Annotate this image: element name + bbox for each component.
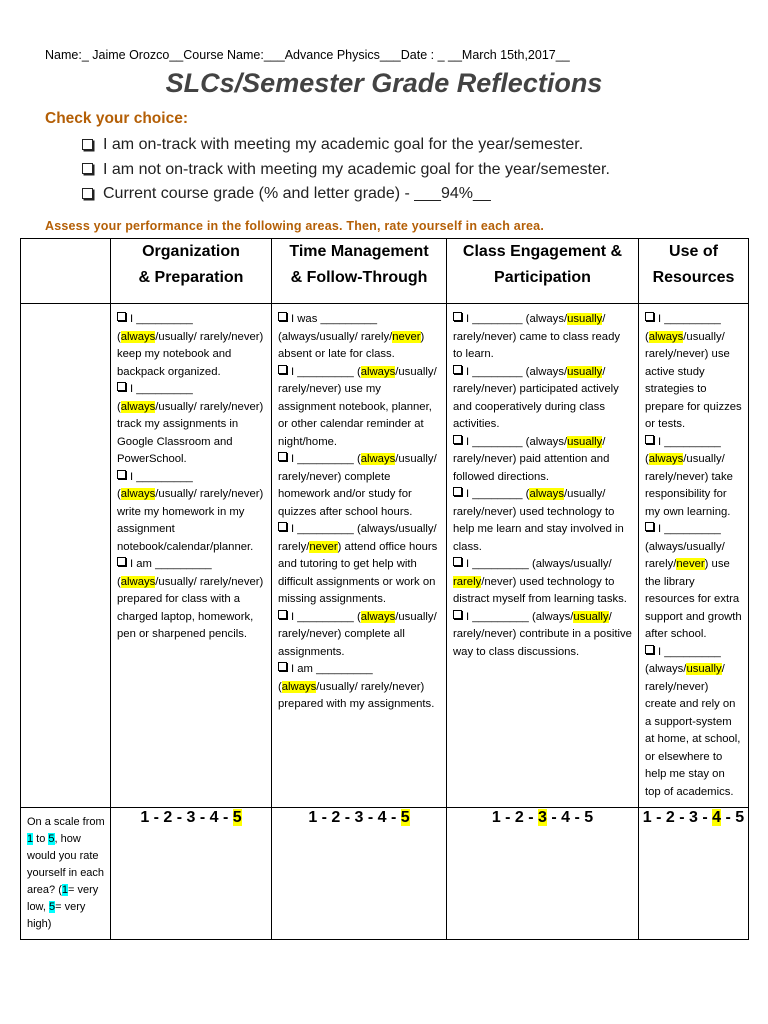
selected-option-highlight: always: [281, 680, 317, 693]
column-header-use-of-resources: [639, 239, 749, 304]
checkbox-icon[interactable]: [82, 163, 93, 174]
header-line: & Follow-Through: [290, 269, 428, 286]
rating-text: 1 - 2 -: [491, 809, 539, 826]
statement-item: [453, 609, 632, 662]
scale-text: On a scale from: [27, 816, 105, 828]
statement-text: /usually/ rarely/never) prepared with my assignments.: [278, 680, 435, 710]
statement-text: I _________ (: [117, 383, 193, 413]
statement-text: /usually/ rarely/never) complete all assignments.: [278, 610, 437, 658]
statement-text: I _________ (always/: [645, 645, 721, 675]
statement-item: [117, 381, 265, 469]
statement-text: I _________ (: [291, 453, 361, 465]
selected-option-highlight: always: [360, 365, 396, 378]
rating-use-of-resources[interactable]: [639, 808, 749, 940]
selected-rating: 5: [232, 809, 242, 826]
selected-option-highlight: never: [309, 540, 338, 553]
scale-text: = very low,: [27, 884, 99, 913]
statements-row: [21, 304, 749, 808]
checkbox-icon[interactable]: [82, 139, 93, 150]
rating-time-management[interactable]: [272, 808, 447, 940]
statement-item: [278, 661, 440, 714]
statement-text: I _________ (always/usually/ rarely/: [278, 523, 437, 553]
course-label: Course Name:: [183, 48, 264, 62]
selected-option-highlight: always: [120, 400, 156, 413]
name-value: _ Jaime Orozco__: [81, 48, 184, 62]
selected-option-highlight: rarely: [453, 575, 482, 588]
selected-option-highlight: usually: [567, 313, 603, 325]
statement-text: / rarely/never) contribute in a positive way to class discussions.: [453, 610, 632, 658]
statement-item: [453, 486, 632, 556]
selected-option-highlight: never: [392, 330, 421, 343]
statement-text: I _________ (always/usually/: [466, 558, 612, 570]
checkbox-icon[interactable]: [645, 645, 654, 654]
selected-option-highlight: usually: [567, 365, 603, 378]
checkbox-icon[interactable]: [278, 662, 287, 671]
statement-text: I _________ (always/usually/ rarely/: [645, 523, 725, 570]
statement-text: /usually/ rarely/never) write my homework in my assignment notebook/calendar/planner.: [117, 488, 264, 553]
statement-text: I ________ (always/: [466, 365, 568, 378]
checkbox-icon[interactable]: [117, 312, 126, 321]
statement-text: I _________ (: [291, 610, 361, 623]
selected-option-highlight: always: [360, 453, 396, 465]
statement-item: [278, 311, 440, 364]
header-line: Class Engagement &: [462, 243, 623, 260]
header-line: Organization: [142, 243, 240, 260]
statement-text: I _________ (: [117, 313, 193, 343]
statement-text: I was _________ (always/usually/ rarely/: [278, 313, 393, 343]
rating-text: 1 - 2 - 3 - 4 -: [308, 809, 401, 826]
statement-text: / rarely/never) came to class ready to learn.: [453, 313, 621, 360]
rating-text: 1 - 2 - 3 - 4 -: [140, 809, 233, 826]
rating-scale-label: [21, 808, 111, 940]
statement-text: I am _________ (: [278, 663, 373, 693]
checkbox-icon[interactable]: [453, 365, 462, 374]
statement-item: [645, 644, 742, 802]
selected-option-highlight: always: [120, 488, 156, 500]
checkbox-icon[interactable]: [453, 487, 462, 496]
choice-list: [82, 133, 610, 207]
statement-item: [278, 521, 440, 609]
course-value: ___Advance Physics___: [263, 48, 401, 62]
statement-text: /usually/ rarely/never) complete homework and/or study for quizzes after school hours.: [278, 453, 437, 518]
selected-option-highlight: always: [648, 330, 684, 343]
statement-text: I _________ (: [291, 365, 361, 378]
statements-cell: [111, 304, 272, 808]
selected-rating: 5: [400, 809, 410, 826]
statement-item: [117, 311, 265, 381]
check-heading: Check your choice:: [45, 110, 188, 127]
rating-text: 1 - 2 - 3 -: [642, 809, 713, 826]
statement-text: /usually/ rarely/never) used technology to help me learn and stay involved in class.: [453, 488, 624, 553]
rating-organization[interactable]: [111, 808, 272, 940]
choice-label: I am on-track with meeting my academic goal for the year/semester.: [103, 136, 584, 153]
choice-not-on-track[interactable]: [82, 158, 610, 183]
checkbox-icon[interactable]: [453, 610, 462, 619]
column-header-time-management: [272, 239, 447, 304]
statement-text: /usually/ rarely/never) prepared for class with a charged laptop, homework, pen or sharpened pencils.: [117, 575, 264, 640]
statement-item: [278, 609, 440, 662]
student-info-line: [45, 48, 570, 62]
checkbox-icon[interactable]: [278, 452, 287, 461]
statements-cell: [447, 304, 639, 808]
header-line: Participation: [494, 269, 591, 286]
statement-text: I am _________ (: [117, 558, 212, 588]
statement-item: [278, 451, 440, 521]
rating-class-engagement[interactable]: [447, 808, 639, 940]
statement-item: [453, 311, 632, 364]
statement-text: I _________ (: [645, 435, 721, 465]
choice-label: Current course grade (% and letter grade) - ___94%__: [103, 185, 491, 202]
statement-text: / rarely/never) create and rely on a support-system at home, at school, or elsewhere to help me stay on top of academics.: [645, 663, 741, 798]
selected-option-highlight: always: [360, 610, 396, 623]
scale-number-highlight: 1: [27, 833, 34, 845]
checkbox-icon[interactable]: [645, 522, 654, 531]
statement-text: ) use the library resources for extra support and growth after school.: [645, 558, 742, 640]
header-line: & Preparation: [138, 269, 244, 286]
statement-text: I _________ (always/: [466, 610, 574, 623]
scale-number-highlight: 1: [61, 884, 68, 896]
header-line: Use of: [669, 243, 718, 260]
checkbox-icon[interactable]: [117, 557, 126, 566]
column-header-class-engagement: [447, 239, 639, 304]
statement-text: /usually/ rarely/never) take responsibility for my own learning.: [645, 453, 733, 518]
table-header-row: [21, 239, 749, 304]
selected-option-highlight: usually: [567, 435, 603, 448]
scale-text: = very high): [27, 901, 86, 930]
checkbox-icon[interactable]: [645, 435, 654, 444]
statement-text: /usually/ rarely/never) track my assignments in Google Classroom and PowerSchool.: [117, 400, 264, 465]
statement-item: [645, 311, 742, 434]
statement-text: I ________ (always/: [466, 313, 568, 325]
checkbox-icon[interactable]: [278, 365, 287, 374]
statement-text: ) absent or late for class.: [278, 330, 425, 360]
statement-item: [453, 556, 632, 609]
checkbox-icon[interactable]: [645, 312, 654, 321]
rating-row: [21, 808, 749, 940]
statement-text: I _________ (: [117, 470, 193, 500]
header-line: Time Management: [289, 243, 429, 260]
scale-number-highlight: 5: [49, 901, 56, 913]
self-assessment-table: [20, 238, 749, 940]
statement-text: I ________ (always/: [466, 435, 568, 448]
statement-item: [117, 556, 265, 644]
selected-option-highlight: always: [648, 453, 684, 465]
statement-item: [453, 364, 632, 434]
name-label: Name:: [45, 48, 82, 62]
checkbox-icon[interactable]: [453, 557, 462, 566]
checkbox-icon[interactable]: [278, 522, 287, 531]
empty-label-cell: [21, 304, 111, 808]
scale-text: to: [33, 833, 49, 845]
statement-text: I ________ (: [466, 488, 530, 500]
selected-rating: 4: [712, 809, 722, 826]
selected-option-highlight: always: [529, 488, 564, 500]
statement-item: [453, 434, 632, 487]
statements-cell: [272, 304, 447, 808]
checkbox-icon[interactable]: [453, 312, 462, 321]
selected-option-highlight: never: [676, 558, 705, 570]
date-value: _ __March 15th,2017__: [434, 48, 570, 62]
checkbox-icon[interactable]: [453, 435, 462, 444]
statement-text: /usually/ rarely/never) use my assignment notebook, planner, or other calendar reminder at night/home.: [278, 365, 437, 448]
statement-item: [117, 469, 265, 557]
choice-course-grade[interactable]: [82, 182, 610, 207]
statement-text: ) attend office hours and tutoring to get help with difficult assignments or work on missing assignments.: [278, 540, 438, 605]
column-header-organization: [111, 239, 272, 304]
statement-text: /never) used technology to distract myself from learning tasks.: [453, 575, 627, 605]
statement-text: / rarely/never) participated actively and cooperatively during class activities.: [453, 365, 619, 430]
statement-item: [645, 521, 742, 644]
checkbox-icon[interactable]: [82, 188, 93, 199]
statements-cell: [639, 304, 749, 808]
rating-text: - 4 - 5: [546, 809, 594, 826]
rating-text: - 5: [721, 809, 745, 826]
statement-text: I _________ (: [645, 313, 721, 343]
date-label: Date :: [400, 48, 435, 62]
choice-label: I am not on-track with meeting my academic goal for the year/semester.: [103, 160, 610, 178]
checkbox-icon[interactable]: [117, 382, 126, 391]
selected-option-highlight: usually: [573, 610, 609, 623]
selected-option-highlight: usually: [686, 663, 722, 675]
checkbox-icon[interactable]: [278, 610, 287, 619]
statement-item: [278, 364, 440, 452]
selected-option-highlight: always: [120, 330, 156, 343]
header-line: Resources: [652, 269, 735, 286]
scale-text: , how would you rate yourself in each area? (: [27, 833, 105, 896]
checkbox-icon[interactable]: [117, 470, 126, 479]
statement-text: /usually/ rarely/never) use active study strategies to prepare for quizzes or tests.: [645, 330, 742, 430]
assess-instructions: Assess your performance in the following areas. Then, rate yourself in each area.: [45, 219, 545, 233]
selected-option-highlight: always: [120, 575, 156, 588]
selected-rating: 3: [538, 809, 547, 826]
statement-item: [645, 434, 742, 522]
statement-text: / rarely/never) paid attention and followed directions.: [453, 435, 610, 483]
page-title: SLCs/Semester Grade Reflections: [165, 68, 603, 98]
checkbox-icon[interactable]: [278, 312, 287, 321]
choice-on-track[interactable]: [82, 133, 610, 158]
statement-text: /usually/ rarely/never) keep my notebook and backpack organized.: [117, 330, 264, 378]
corner-header: [21, 239, 111, 304]
scale-number-highlight: 5: [48, 833, 55, 845]
